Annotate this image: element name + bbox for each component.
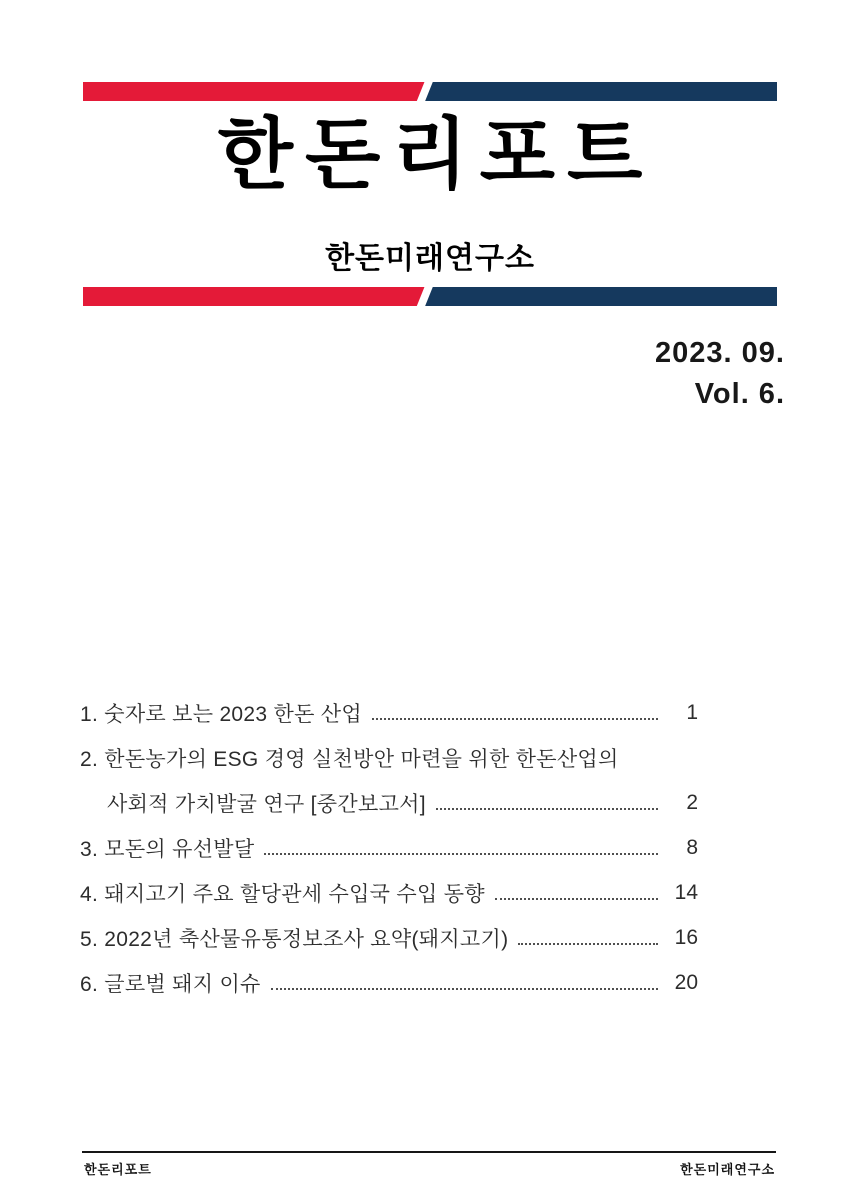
issue-info (655, 333, 785, 415)
toc-page-number: 2 (686, 790, 698, 814)
header-bar-top (83, 82, 777, 101)
toc-dot-leader (271, 975, 658, 990)
volume-number: Vol. 6. (694, 378, 785, 410)
report-title: 한돈리포트 (217, 110, 655, 198)
toc-entry-label: 2. 한돈농가의 ESG 경영 실천방안 마련을 위한 한돈산업의 (80, 747, 619, 771)
toc-row (80, 915, 698, 960)
toc-row (80, 735, 698, 780)
toc-page-number: 14 (674, 880, 698, 904)
toc-dot-leader (264, 840, 658, 855)
toc-entry-label: 5. 2022년 축산물유통정보조사 요약(돼지고기) (80, 927, 509, 951)
toc-page-number: 1 (686, 700, 698, 724)
organization-name: 한돈미래연구소 (325, 242, 535, 275)
toc-entry-label: 1. 숫자로 보는 2023 한돈 산업 (80, 702, 362, 726)
toc-row (80, 825, 698, 870)
toc-dot-leader (436, 795, 658, 810)
issue-date: 2023. 09. (655, 337, 785, 369)
toc-page-number: 16 (674, 925, 698, 949)
toc-entry-label: 3. 모돈의 유선발달 (80, 837, 255, 861)
toc-entry-label: 6. 글로벌 돼지 이슈 (80, 972, 261, 996)
toc-row (80, 960, 698, 1005)
toc-dot-leader (495, 885, 658, 900)
footer-left-label: 한돈리포트 (84, 1162, 152, 1177)
toc-row (80, 780, 698, 825)
toc-entry-label: 4. 돼지고기 주요 할당관세 수입국 수입 동향 (80, 882, 485, 906)
toc-page-number: 20 (674, 970, 698, 994)
toc-dot-leader (372, 705, 658, 720)
table-of-contents (80, 690, 698, 1005)
toc-page-number: 8 (686, 835, 698, 859)
toc-row (80, 870, 698, 915)
toc-row (80, 690, 698, 735)
footer-rule (82, 1151, 776, 1153)
footer-right-label: 한돈미래연구소 (680, 1162, 775, 1177)
header-bar-bottom (83, 287, 777, 306)
toc-dot-leader (518, 930, 658, 945)
toc-entry-label: 사회적 가치발굴 연구 [중간보고서] (107, 792, 426, 816)
